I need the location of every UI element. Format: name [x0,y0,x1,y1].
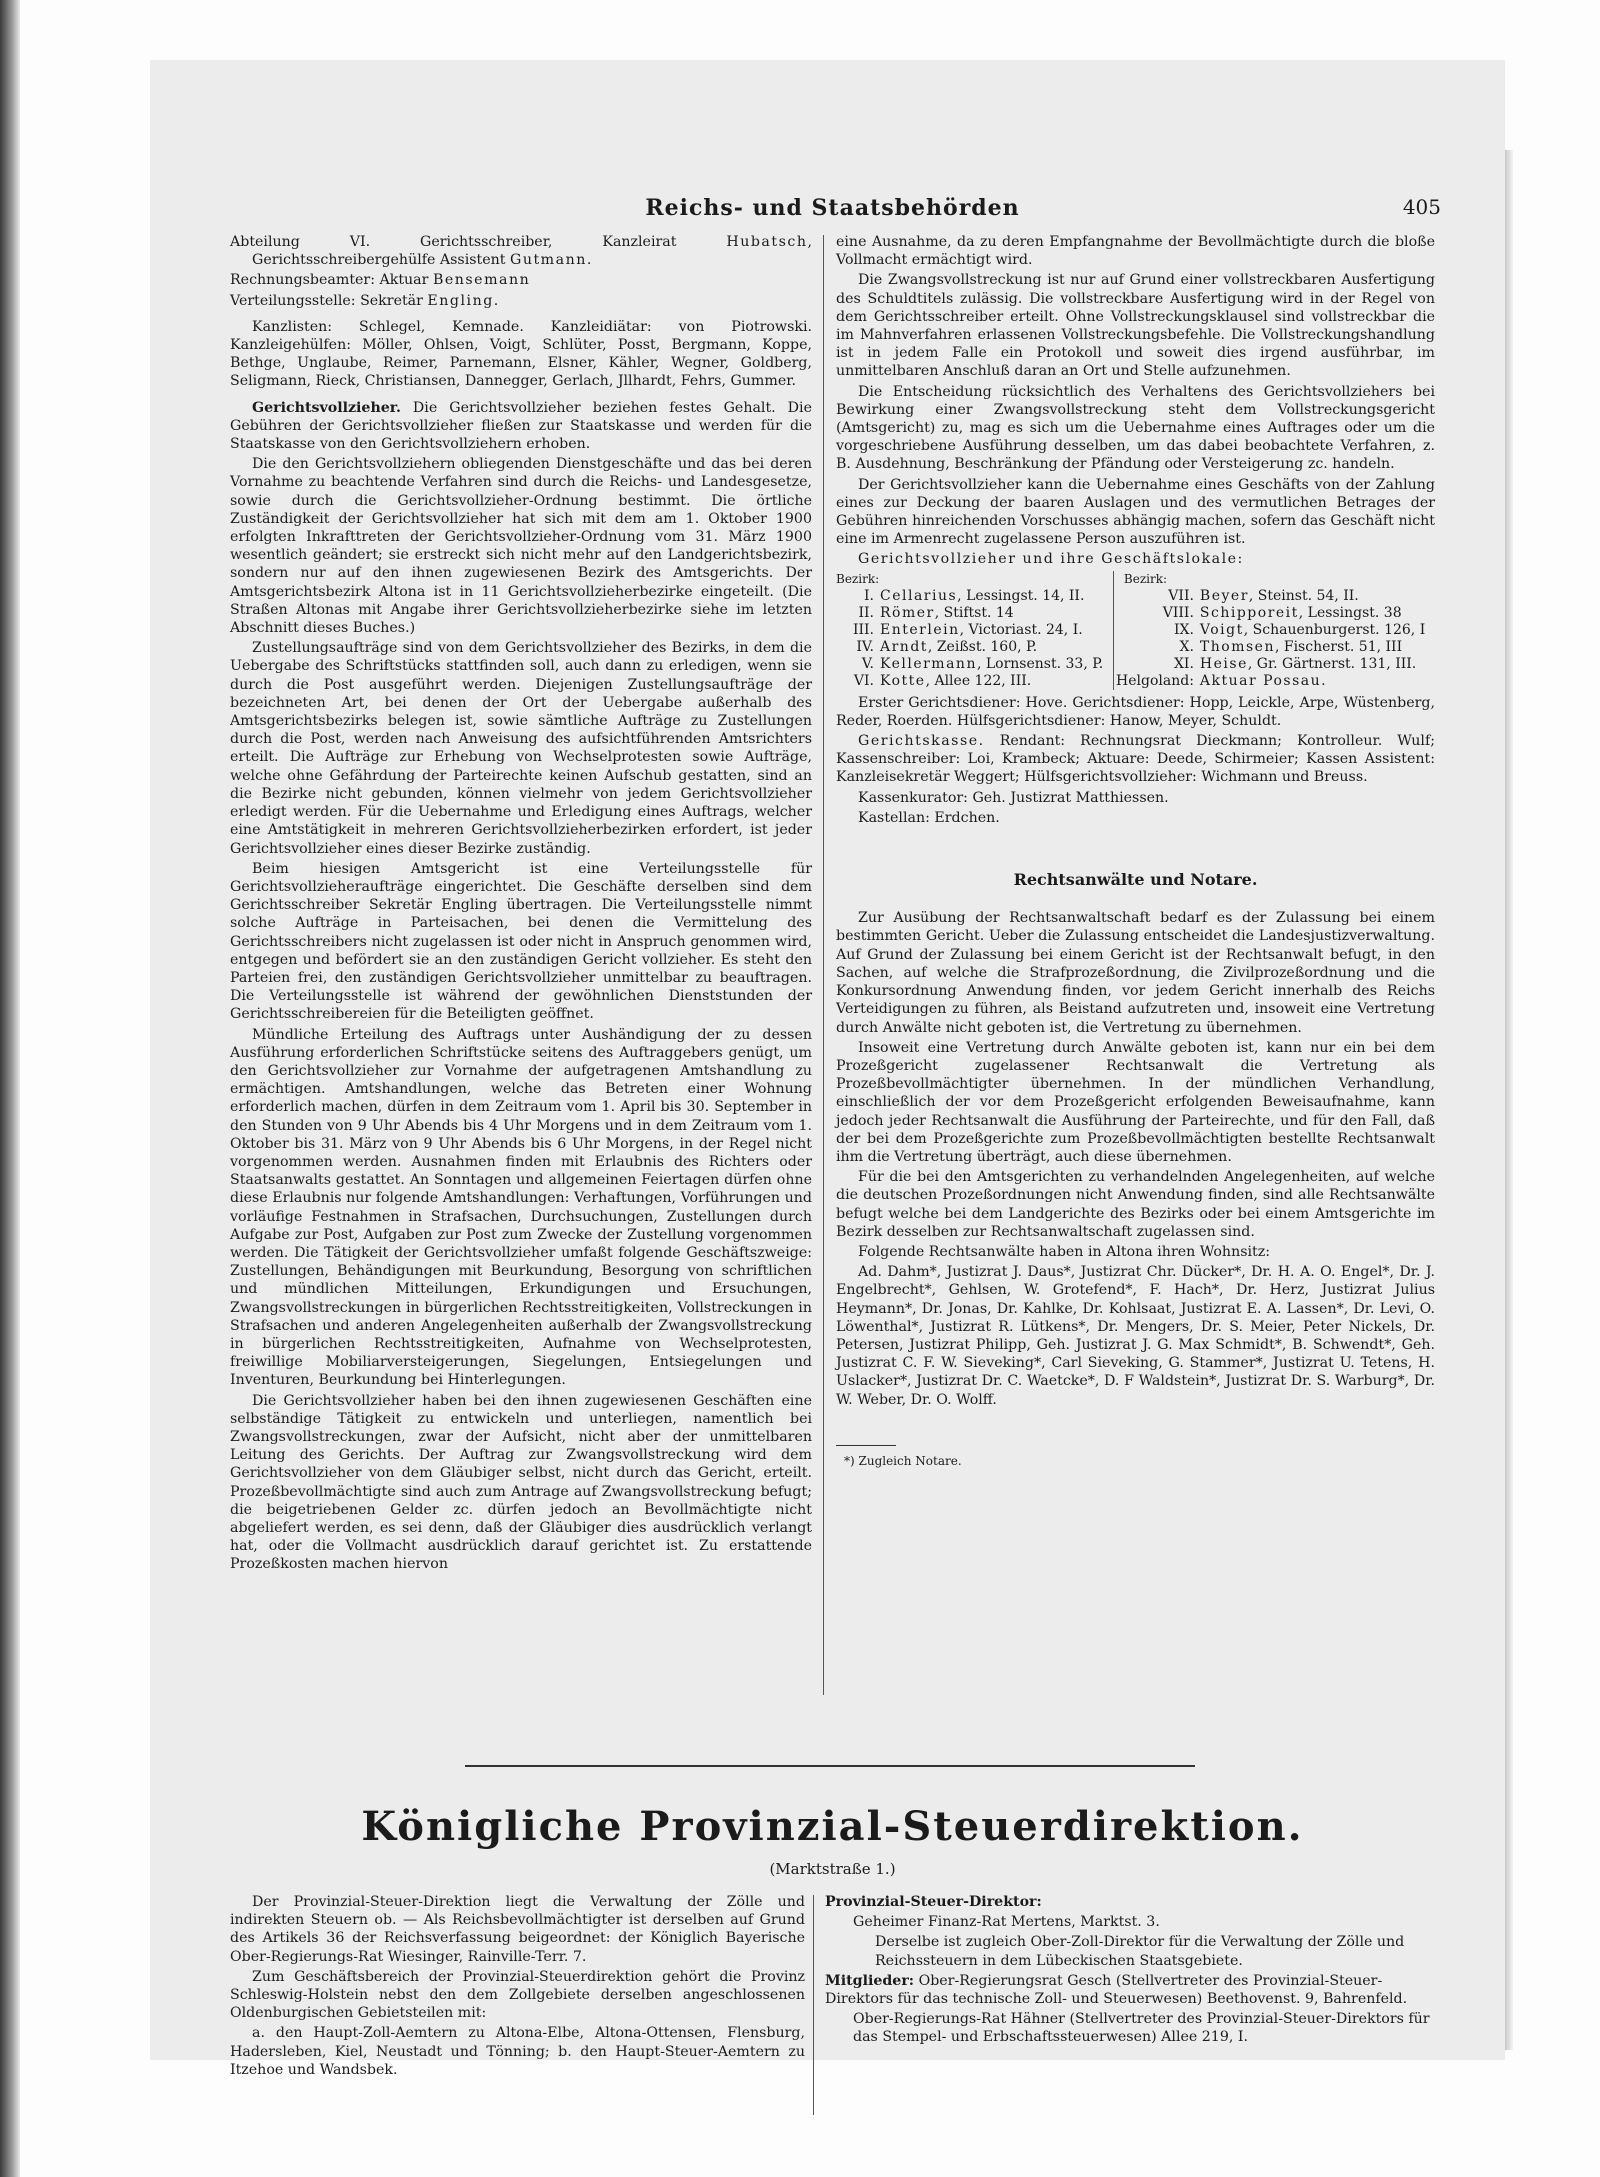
bezirk-entry [1200,588,1435,605]
kanzlisten-paragraph: Kanzlisten: Schlegel, Kemnade. Kanzleidiätar: von Piotrowski. Kanzleigehülfen: Möller, Ohlsen, Voigt, Schlüter, Posst, Bergmann, Koppe, Bethge, Unglaube, Reimer, Parnemann, Elsner, Kähler, Wegner, Goldberg, Seligmann, Rieck, Christiansen, Dannegger, Gerlach, Jllhardt, Fehrs, Gummer. [230,318,812,390]
gv-address: , Lessingst. 14, II. [957,587,1085,604]
gerichtsvollzieher-heading: Gerichtsvollzieher. [252,399,401,416]
amtsgerichte-paragraph: Für die bei den Amtsgerichten zu verhandelnden Angelegenheiten, auf welche die deutschen Prozeßordnungen nicht Anwendung finden, sind alle Rechtsanwälte befugt welche bei dem Landgerichte des Bezirks oder bei einem Amtsgerichte im Bezirk desselben zur Rechtsanwaltschaft zugelassen sind. [836,1169,1435,1240]
rechnungsbeamter-line [230,271,812,289]
footnote-notare: *) Zugleich Notare. [844,1453,962,1468]
entscheidung-paragraph: Die Entscheidung rücksichtlich des Verhaltens des Gerichtsvollziehers bei Bewirkung einer Zwangsvollstreckung steht dem Vollstreckungsgericht (Amtsgericht) zu, mag es sich um die Uebernahme eines Auftrages oder um die vorgeschriebene Ausführung desselben, um das dabei beobachtete Verfahren, z. B. Ausdehnung, Beschränkung der Pfändung oder Versteigerung zc. handeln. [836,383,1435,473]
bezirk-entry [1200,673,1435,690]
bezirk-entry [880,639,1113,656]
bezirk-num: XI. [1173,655,1194,672]
abteilung-text: Gerichtsschreiber, Kanzleirat [370,234,727,250]
geschaeftslokale-heading: Gerichtsvollzieher und ihre Geschäftslokale: [858,551,1244,568]
bezirk-num: VII. [1168,587,1194,604]
direktor-name: Geheimer Finanz-Rat Mertens, Marktst. 3. [853,1914,1160,1931]
geschaeftsbereich-paragraph: Zum Geschäftsbereich der Provinzial-Steuerdirektion gehört die Provinz Schleswig-Holstein nebst den dem Zollgebiete derselben angeschlossenen Oldenburgischen Gebietsteilen mit: [230,1968,805,2022]
gv-name: Kotte [880,672,926,689]
gv-name: Voigt [1199,621,1244,638]
gv-address: , Lessingst. 38 [1298,604,1402,621]
direktor-note: Derselbe ist zugleich Ober-Zoll-Direktor für die Verwaltung der Zölle und Reichssteuern in dem Lübeckischen Staatsgebiete. [875,1934,1405,1969]
table-row [836,605,1435,622]
zustellung-paragraph: Zustellungsaufträge sind von dem Gerichtsvollzieher des Bezirks, in dem die Uebergabe des Schriftstücks stattfinden soll, auch dann zu erledigen, wenn sie durch die Post ausgeführt werden. Diejenigen Zustellungsaufträge der bezeichneten Art, bei denen der Ort der Uebergabe außerhalb des Amtsgerichtsbezirks belegen ist, sowie sämtliche Aufträge zu Zustellungen durch die Post, werden nach Anweisung des aufsichtführenden Amtsrichters erteilt. Die Aufträge zur Erhebung von Wechselprotesten sowie Aufträge, welche ohne Gefährdung der Parteirechte keinen Aufschub gestatten, sind an die Bezirke nicht gebunden, können vielmehr von jedem Gerichtsvollzieher erledigt werden. Für die Uebernahme und Erledigung eines Auftrags, welcher eine Amtstätigkeit in mehreren Gerichtsvollzieherbezirken erfordert, ist jeder Gerichtsvollzieher eines dieser Bezirke zuständig. [230,640,812,857]
book-page [150,60,1505,2078]
page-number: 405 [1402,195,1441,219]
book-gutter-shadow [0,0,20,2177]
table-row [836,656,1435,673]
bezirk-num: III. [852,621,874,638]
gv-address: , Victoriast. 24, I. [959,621,1083,638]
abteilung-name-2: Gutmann [509,252,587,269]
gv-name: Schipporeit [1199,604,1299,621]
bezirk-entry [880,622,1113,639]
left-column [230,233,812,1576]
abteilung-line [230,233,812,269]
gv-address: , Gr. Gärtnerst. 131, III. [1247,655,1417,672]
direktor-heading: Provinzial-Steuer-Direktor: [825,1894,1042,1910]
verteilungsstelle-end: . [493,292,499,309]
mitglied-1 [825,1972,1435,2008]
gv-address: , Schauenburgerst. 126, I [1243,621,1426,638]
gv-name: Römer [880,604,935,621]
bezirk-num: I. [864,587,874,604]
bezirk-entry [1200,639,1435,656]
bezirk-label-right: Bezirk: [1123,571,1168,586]
abteilung-text-2: , Gerichtsschreibergehülfe Assistent [252,234,812,269]
abteilung-end: . [586,252,592,269]
gv-name: Enterlein [880,621,960,638]
gv-address: , Zeißst. 160, P. [927,638,1038,655]
mitglieder-heading: Mitglieder: [825,1972,915,1989]
gv-address: , Lornsenst. 33, P. [976,655,1104,672]
abteilung-name-1: Hubatsch [726,234,808,250]
abteilung-label: Abteilung VI. [230,234,371,250]
footnote-rule [836,1445,896,1446]
wohnsitz-intro: Folgende Rechtsanwälte haben in Altona ihren Wohnsitz: [858,1243,1270,1260]
gv-name: Arndt [880,638,928,655]
running-title: Reichs- und Staatsbehörden [645,195,1020,221]
bezirk-entry [880,605,1113,622]
gerichtskasse-paragraph [836,732,1435,787]
gv-name: Heise [1199,655,1248,672]
kassenkurator-line: Kassenkurator: Geh. Justizrat Matthiessen. [858,789,1169,806]
bezirk-num: V. [861,655,874,672]
running-head [230,195,1441,229]
gerichtskasse-heading: Gerichtskasse. [858,733,985,750]
direktor-label [825,1893,1435,1911]
gv-address: . [1321,672,1326,689]
gv-name: Kellermann [880,655,977,672]
gv-address: , Fischerst. 51, III [1274,638,1403,655]
gerichtskasse-text: Rendant: Rechnungsrat Dieckmann; Kontrolleur. Wulf; Kassenschreiber: Loi, Krambeck; Aktuare: Deede, Schirmeier; Kassen Assistent: Kanzleisekretär Weggert; Hülfsgerichtsvollzieher: Wichmann und Breuss. [836,733,1435,786]
page-content [230,195,1441,2078]
bezirk-entry [1200,622,1435,639]
bezirk-num: IX. [1173,621,1194,638]
bezirk-num: Helgoland: [1116,672,1194,689]
right-column [836,233,1435,1470]
gv-name: Thomsen [1199,638,1275,655]
bezirk-label-left: Bezirk: [836,571,1113,588]
table-row [836,639,1435,656]
bezirke-table [836,571,1435,690]
table-row [836,673,1435,690]
column-divider [823,235,824,1695]
uebernahme-paragraph: Der Gerichtsvollzieher kann die Uebernahme eines Geschäfts von der Zahlung eines zur Deckung der baaren Auslagen und des vermutlichen Betrages der Gebühren hinreichenden Vorschusses abhängig machen, sofern das Geschäft nicht eine im Armenrecht zugelassene Person auszuführen ist. [836,476,1435,548]
bezirk-entry [1200,605,1435,622]
gerichtsvollzieher-paragraph [230,399,812,454]
table-row [836,588,1435,605]
steuer-left-column [230,1893,805,2081]
steuer-right-column [825,1893,1435,2049]
steuerdirektion-title: Königliche Provinzial-Steuerdirektion. [361,1803,1304,1850]
section-divider [465,1765,1195,1767]
gerichtsdiener-paragraph: Erster Gerichtsdiener: Hove. Gerichtsdiener: Hopp, Leickle, Arpe, Wüstenberg, Reder, Roerden. Hülfsgerichtsdiener: Hanow, Meyer, Schuldt. [836,694,1435,729]
verteilungsstelle-label: Verteilungsstelle: Sekretär [230,292,428,309]
kastellan-line: Kastellan: Erdchen. [858,809,1000,826]
zugewiesen-paragraph: Die Gerichtsvollzieher haben bei den ihnen zugewiesenen Geschäften eine selbständige Tätigkeit zu entwickeln und unterliegen, namentlich bei Zwangsvollstreckungen, zwar der Aufsicht, nicht aber der unmittelbaren Leitung des Gerichts. Der Auftrag zur Zwangsvollstreckung wird dem Gerichtsvollzieher von dem Gläubiger selbst, nicht durch das Gericht, erteilt. Prozeßbevollmächtigte sind auch zum Antrage auf Zwangsvollstreckung befugt; die beigetriebenen Gelder zc. dürfen jedoch an Bevollmächtigte nicht abgeliefert werden, es sei denn, daß der Gläubiger dies ausdrücklich verlangt hat, oder die Vollmacht ausdrücklich darauf gerichtet ist. Zu erstattende Prozeßkosten machen hiervon [230,1392,812,1573]
page-edge [1505,150,1513,2050]
bezirk-num: II. [858,604,874,621]
rechtsanwaelte-list: Ad. Dahm*, Justizrat J. Daus*, Justizrat Chr. Dücker*, Dr. H. A. O. Engel*, Dr. J. Engelbrecht*, Gehlsen, W. Grotefend*, F. Hach*, Dr. Herz, Justizrat Julius Heymann*, Dr. Jonas, Dr. Kahlke, Dr. Kohlsaat, Justizrat E. A. Lassen*, Dr. Levi, O. Löwenthal*, Justizrat R. Lütkens*, Dr. Mengers, Dr. S. Meier, Peter Nickels, Dr. Petersen, Justizrat Philipp, Geh. Justizrat J. G. Max Schmidt*, B. Schwendt*, Geh. Justizrat C. F. W. Sieveking*, Carl Sieveking, G. Stammer*, Justizrat U. Tetens, H. Uslacker*, Justizrat Dr. C. Waetcke*, D. F Waldstein*, Justizrat Dr. S. Warburg*, Dr. W. Weber, Dr. O. Wolff. [836,1264,1435,1408]
gerichtsvollzieher-text: Die Gerichtsvollzieher beziehen festes Gehalt. Die Gebühren der Gerichtsvollzieher fließen zur Staatskasse und werden für die Staatskasse von den Gerichtsvollziehern erhoben. [230,399,812,453]
bezirk-entry [1200,656,1435,673]
verteilungsstelle-paragraph: Beim hiesigen Amtsgericht ist eine Verteilungsstelle für Gerichtsvollzieheraufträge eingerichtet. Die Geschäfte derselben sind dem Gerichtsschreiber Sekretär Engling übertragen. Die Verteilungsstelle nimmt solche Aufträge in Parteisachen, bei denen die Vermittelung des Gerichtsschreibers nicht zugelassen ist oder nicht in Anspruch genommen wird, entgegen und befördert sie an den zuständigen Gericht vollzieher. Es steht den Parteien frei, den zuständigen Gerichtsvollzieher unmittelbar zu beauftragen. Die Verteilungsstelle ist während der gewöhnlichen Dienststunden der Gerichtsschreibereien für die Beteiligten geöffnet. [230,860,812,1023]
rechnungsbeamter-label: Rechnungsbeamter: Aktuar [230,272,433,289]
bezirk-num: VI. [853,672,874,689]
verteilungsstelle-line [230,292,812,310]
bezirke-header-row [836,571,1435,588]
mitglied-2: Ober-Regierungs-Rat Hähner (Stellvertreter des Provinzial-Steuer-Direktors für das Stempel- und Erbschaftssteuerwesen) Allee 219, I. [853,2011,1430,2046]
bezirk-num: X. [1179,638,1194,655]
bezirk-entry [880,588,1113,605]
aemter-paragraph: a. den Haupt-Zoll-Aemtern zu Altona-Elbe, Altona-Ottensen, Flensburg, Hadersleben, Kiel, Neustadt und Tönning; b. den Haupt-Steuer-Aemtern zu Itzehoe und Wandsbek. [230,2025,805,2078]
gv-address: , Allee 122, III. [925,672,1032,689]
table-row [836,622,1435,639]
muendliche-erteilung-paragraph: Mündliche Erteilung des Auftrags unter Aushändigung der zu dessen Ausführung erforderlichen Schriftstücke seitens des Auftraggebers genügt, um den Gerichtsvollzieher zur Vornahme der aufgetragenen Amtshandlung zu ermächtigen. Amtshandlungen, welche das Betreten einer Wohnung erforderlich machen, dürfen in dem Zeitraum vom 1. April bis 30. September in den Stunden von 9 Uhr Abends bis 4 Uhr Morgens und in dem Zeitraum vom 1. Oktober bis 31. März von 9 Uhr Abends bis 6 Uhr Morgens, in der Regel nicht vorgenommen werden. Ausnahmen finden mit Erlaubnis des Richters oder Staatsanwalts gestattet. An Sonntagen und allgemeinen Feiertagen dürfen ohne diese Erlaubnis nur folgende Amtshandlungen: Verhaftungen, Vorführungen und vorläufige Festnahmen in Strafsachen, Durchsuchungen, Zustellungen durch Aufgabe zur Post, Aufgaben zur Post zum Zwecke der Zustellung vorgenommen werden. Die Tätigkeit der Gerichtsvollzieher umfaßt folgende Geschäftszweige: Zustellungen, Behändigungen mit Beurkundung, Besorgung von schriftlichen und mündlichen Mitteilungen, Erkundigungen und Ersuchungen, Zwangsvollstreckungen in bürgerlichen Rechtsstreitigkeiten, Vollstreckungen in Strafsachen und anderen Angelegenheiten außerhalb der Zwangsvollstreckung in bürgerlichen Rechtsstreitigkeiten, Aufnahme von Wechselprotesten, freiwillige Mobiliarversteigerungen, Siegelungen, Entsiegelungen und Inventuren, Beurkundung bei Hinterlegungen. [230,1026,812,1389]
mitglied-1-text: Ober-Regierungsrat Gesch (Stellvertreter des Provinzial-Steuer-Direktors für das technische Zoll- und Steuerwesen) Beethovenst. 9, Bahrenfeld. [825,1972,1408,2008]
gv-address: , Steinst. 54, II. [1248,587,1359,604]
verwaltung-paragraph: Der Provinzial-Steuer-Direktion liegt die Verwaltung der Zölle und indirekten Steuern ob. — Als Reichsbevollmächtigter ist derselben auf Grund des Artikels 36 der Reichsverfassung beigeordnet: der Königlich Bayerische Ober-Regierungs-Rat Wiesinger, Rainville-Terr. 7. [230,1894,805,1965]
gv-name: Aktuar Possau [1199,672,1322,689]
gv-name: Cellarius [880,587,958,604]
steuerdirektion-address: (Marktstraße 1.) [769,1860,896,1878]
rechtsanwaelte-heading: Rechtsanwälte und Notare. [1013,870,1258,890]
rechnungsbeamter-name: Bensemann [432,272,531,289]
bezirk-entry [880,656,1113,673]
gv-address: , Stiftst. 14 [934,604,1014,621]
zwangsvollstreckung-paragraph: Die Zwangsvollstreckung ist nur auf Grund einer vollstreckbaren Ausfertigung des Schuldtitels zulässig. Die vollstreckbare Ausfertigung wird in der Regel von dem Gerichtsschreiber erteilt. Ohne Vollstreckungsklausel sind vollstreckbar die im Mahnverfahren erlassenen Vollstreckungsbefehle. Die Vollstreckungshandlung ist in jedem Falle ein Protokoll und soweit dies irgend ausführbar, im unmittelbaren Anschluß daran an Ort und Stelle aufzunehmen. [836,272,1435,380]
gv-name: Beyer [1199,587,1249,604]
dienstgeschaefte-paragraph: Die den Gerichtsvollziehern obliegenden Dienstgeschäfte und das bei deren Vornahme zu beachtende Verfahren sind durch die Reichs- und Landesgesetze, sowie durch die Gerichtsvollzieher-Ordnung bestimmt. Die örtliche Zuständigkeit der Gerichtsvollzieher hat sich mit dem am 1. Oktober 1900 erfolgten Inkrafttreten der Gerichtsvollzieher-Ordnung vom 31. März 1900 wesentlich geändert; sie erstreckt sich nicht mehr auf den Landgerichtsbezirk, sondern nur auf den ihnen zugewiesenen Bezirk des Amtsgerichts. Der Amtsgerichtsbezirk Altona ist in 11 Gerichtsvollzieherbezirke eingeteilt. (Die Straßen Altonas mit Angabe ihrer Gerichtsvollzieherbezirke siehe im letzten Abschnitt dieses Buches.) [230,456,812,637]
bezirk-num: VIII. [1162,604,1194,621]
bezirk-entry [880,673,1113,690]
zulassung-paragraph: Zur Ausübung der Rechtsanwaltschaft bedarf es der Zulassung bei einem bestimmten Gericht. Ueber die Zulassung entscheidet die Landesjustizverwaltung. Auf Grund der Zulassung bei einem Gericht ist der Rechtsanwalt befugt, in den Sachen, auf welche die Strafprozeßordnung, die Zivilprozeßordnung und die Konkursordnung Anwendung finden, vor jedem Gericht innerhalb des Reichs Verteidigungen zu führen, als Beistand aufzutreten und, insoweit eine Vertretung durch Anwälte nicht geboten ist, die Vertretung zu übernehmen. [836,910,1435,1036]
lower-column-divider [813,1895,814,2115]
vertretung-paragraph: Insoweit eine Vertretung durch Anwälte geboten ist, kann nur ein bei dem Prozeßgericht zugelassener Rechtsanwalt die Vertretung als Prozeßbevollmächtigter übernehmen. In der mündlichen Verhandlung, einschließlich der vor dem Prozeßgericht erfolgenden Beweisaufnahme, kann jedoch jeder Rechtsanwalt die Ausführung der Parteirechte, und für den Fall, daß der bei dem Prozeßgerichte zum Prozeßbevollmächtigten bestellte Rechtsanwalt ihm die Vertretung überträgt, auch diese übernehmen. [836,1039,1435,1165]
ausnahme-paragraph: eine Ausnahme, da zu deren Empfangnahme der Bevollmächtigte durch die bloße Vollmacht ermächtigt wird. [836,234,1435,269]
verteilungsstelle-name: Engling [427,292,494,309]
bezirk-num: IV. [856,638,874,655]
